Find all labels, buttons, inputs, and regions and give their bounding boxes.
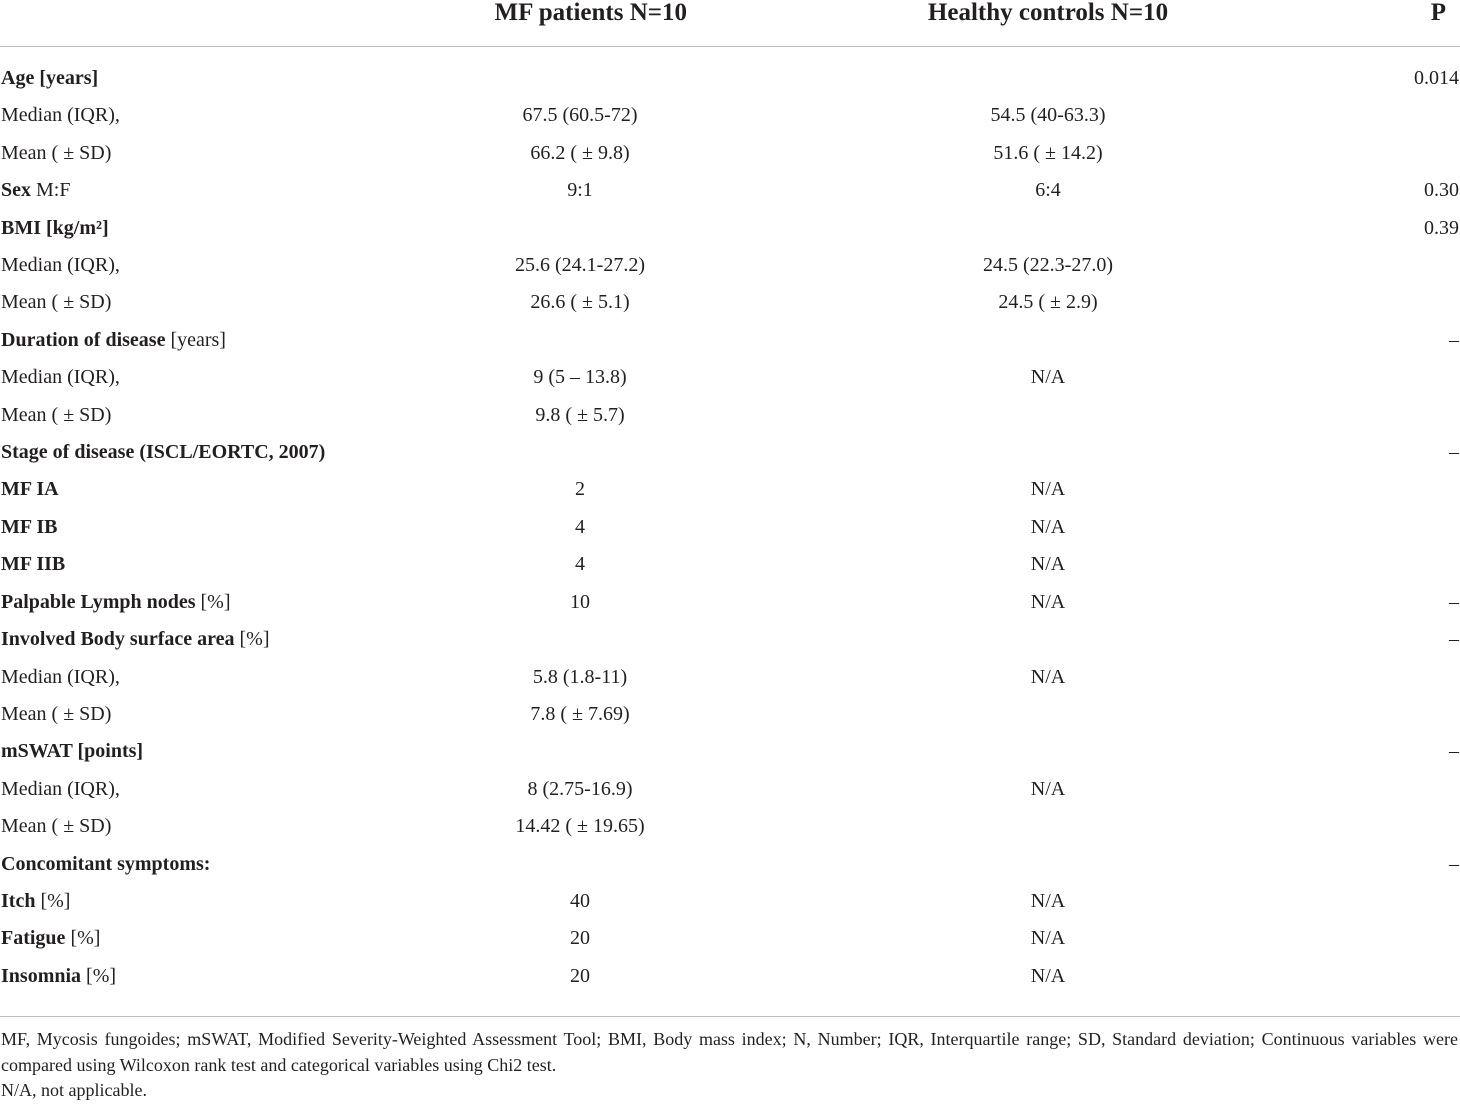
table-row xyxy=(0,97,1460,134)
row-label xyxy=(0,397,420,434)
cell-mf-patients xyxy=(420,322,736,359)
cell-mf-patients xyxy=(420,584,736,621)
footnote-abbreviations: MF, Mycosis fungoides; mSWAT, Modified Severity-Weighted Assessment Tool; BMI, Body mass index; N, Number; IQR, Interquartile range; SD, Standard deviation; Continuous variables were compared using Wilcoxon rank test and categorical variables using Chi2 test. xyxy=(1,1029,1458,1075)
cell-mf-value: 7.8 ( ± 7.69) xyxy=(530,702,630,725)
cell-mf-value: 66.2 ( ± 9.8) xyxy=(530,141,630,164)
cell-healthy-controls xyxy=(736,397,1360,434)
cell-mf-patients xyxy=(420,434,736,471)
row-label-bold: Duration of disease xyxy=(1,328,166,351)
table-row xyxy=(0,584,1460,621)
cell-mf-patients xyxy=(420,733,736,770)
row-label-bold: Age [years] xyxy=(1,67,99,89)
row-label xyxy=(0,172,420,209)
table-row xyxy=(0,359,1460,396)
cell-p-value xyxy=(1360,808,1460,845)
cell-healthy-controls: 24.5 ( ± 2.9) xyxy=(998,291,1098,314)
cell-healthy-controls: 51.6 ( ± 14.2) xyxy=(993,141,1103,164)
table-row xyxy=(0,247,1460,284)
row-label xyxy=(0,322,420,359)
row-label xyxy=(0,509,420,546)
row-label xyxy=(0,434,420,471)
row-label-bold: Palpable Lymph nodes xyxy=(1,590,196,613)
table-row xyxy=(0,546,1460,583)
cell-p-value: – xyxy=(1449,328,1459,351)
cell-p-value xyxy=(1360,546,1460,583)
row-label-text: [%] xyxy=(81,964,117,987)
cell-mf-value: 14.42 ( ± 19.65) xyxy=(515,815,645,838)
cell-mf-patients xyxy=(420,696,736,733)
row-label-text: Mean ( ± SD) xyxy=(1,291,112,314)
cell-p-value: – xyxy=(1449,628,1459,651)
row-label-text: [years] xyxy=(165,328,226,351)
cell-mf-patients xyxy=(420,621,736,658)
table-row xyxy=(0,771,1460,808)
cell-healthy-controls xyxy=(736,322,1360,359)
cell-mf-value: 25.6 (24.1-27.2) xyxy=(515,254,645,277)
row-label-text: Median (IQR), xyxy=(1,665,120,688)
row-label xyxy=(0,659,420,696)
cell-p-value: – xyxy=(1449,590,1459,613)
cell-mf-value: 2 xyxy=(575,478,585,501)
row-label-bold: BMI [kg/m²] xyxy=(1,216,109,239)
row-label-text: [%] xyxy=(65,927,101,950)
cell-mf-patients xyxy=(420,397,736,434)
cell-mf-patients xyxy=(420,958,736,1015)
cell-healthy-controls xyxy=(736,210,1360,247)
cell-healthy-controls: N/A xyxy=(1030,889,1066,912)
row-label-text: Mean ( ± SD) xyxy=(1,141,112,164)
cell-mf-patients xyxy=(420,920,736,957)
cell-p-value xyxy=(1360,97,1460,134)
cell-p-value xyxy=(1360,359,1460,396)
table-row xyxy=(0,509,1460,546)
cell-mf-patients xyxy=(420,284,736,321)
cell-p-value xyxy=(1360,883,1460,920)
cell-mf-value: 40 xyxy=(570,889,590,912)
row-label-bold: Stage of disease (ISCL/EORTC, 2007) xyxy=(1,441,326,464)
cell-mf-patients xyxy=(420,546,736,583)
row-label xyxy=(0,97,420,134)
footnote-na: N/A, not applicable. xyxy=(1,1080,147,1100)
row-label-text: [%] xyxy=(195,590,231,613)
row-label-bold: MF IA xyxy=(1,478,59,501)
row-label-bold: Fatigue xyxy=(1,927,66,950)
row-label xyxy=(0,771,420,808)
row-label-text: [%] xyxy=(234,628,270,651)
row-label-text: Mean ( ± SD) xyxy=(1,403,112,426)
cell-mf-patients xyxy=(420,659,736,696)
table-row xyxy=(0,696,1460,733)
cell-mf-patients xyxy=(420,135,736,172)
row-label-text: Median (IQR), xyxy=(1,777,120,800)
cell-mf-patients xyxy=(420,47,736,98)
cell-mf-value: 4 xyxy=(575,515,585,538)
table-footnote xyxy=(0,1016,1460,1104)
row-label xyxy=(0,135,420,172)
table-row xyxy=(0,621,1460,658)
row-label-bold: MF IIB xyxy=(1,553,66,576)
table-row xyxy=(0,808,1460,845)
row-label xyxy=(0,210,420,247)
cell-mf-value: 20 xyxy=(570,927,590,950)
cell-mf-patients xyxy=(420,771,736,808)
row-label xyxy=(0,359,420,396)
cell-healthy-controls: N/A xyxy=(1030,964,1066,987)
row-label-text: M:F xyxy=(31,179,71,202)
cell-p-value: – xyxy=(1449,852,1459,875)
row-label-text: Mean ( ± SD) xyxy=(1,702,112,725)
cell-mf-patients xyxy=(420,471,736,508)
cell-p-value: – xyxy=(1449,740,1459,763)
row-label xyxy=(0,958,420,1015)
cell-healthy-controls: 24.5 (22.3-27.0) xyxy=(983,254,1113,277)
cell-p-value: 0.39 xyxy=(1424,216,1459,239)
cell-healthy-controls: 6:4 xyxy=(1035,179,1061,202)
cell-healthy-controls xyxy=(736,621,1360,658)
table-row xyxy=(0,733,1460,770)
cell-p-value: 0.014 xyxy=(1414,67,1459,89)
cell-mf-patients xyxy=(420,247,736,284)
cell-mf-patients xyxy=(420,359,736,396)
cell-healthy-controls: N/A xyxy=(1030,927,1066,950)
row-label xyxy=(0,471,420,508)
cell-p-value xyxy=(1360,397,1460,434)
table-row xyxy=(0,135,1460,172)
cell-p-value xyxy=(1360,659,1460,696)
row-label-text: [%] xyxy=(35,889,71,912)
cell-mf-patients xyxy=(420,883,736,920)
cell-p-value xyxy=(1360,284,1460,321)
cell-mf-patients xyxy=(420,97,736,134)
table-row xyxy=(0,210,1460,247)
cell-mf-value: 9 (5 – 13.8) xyxy=(533,366,627,389)
row-label-bold: Itch xyxy=(1,889,36,912)
cell-mf-value: 26.6 ( ± 5.1) xyxy=(530,291,630,314)
row-label-text: Median (IQR), xyxy=(1,104,120,127)
cell-healthy-controls xyxy=(736,846,1360,883)
cell-p-value xyxy=(1360,509,1460,546)
cell-p-value xyxy=(1360,247,1460,284)
row-label xyxy=(0,883,420,920)
cell-p-value xyxy=(1360,920,1460,957)
table-row xyxy=(0,920,1460,957)
cell-healthy-controls xyxy=(736,733,1360,770)
row-label xyxy=(0,584,420,621)
table-header xyxy=(0,0,1460,47)
cell-healthy-controls: N/A xyxy=(1030,665,1066,688)
row-label xyxy=(0,733,420,770)
cell-healthy-controls: N/A xyxy=(1030,553,1066,576)
table-row xyxy=(0,883,1460,920)
table-row xyxy=(0,846,1460,883)
row-label xyxy=(0,920,420,957)
header-healthy-controls: Healthy controls N=10 xyxy=(736,0,1360,47)
cell-mf-value: 8 (2.75-16.9) xyxy=(527,777,633,800)
cell-healthy-controls xyxy=(736,434,1360,471)
row-label-bold: Involved Body surface area xyxy=(1,628,235,651)
header-p-value: P xyxy=(1360,0,1460,47)
cell-p-value xyxy=(1360,135,1460,172)
table-row xyxy=(0,172,1460,209)
cell-healthy-controls: N/A xyxy=(1030,777,1066,800)
cell-mf-patients xyxy=(420,808,736,845)
cell-p-value: – xyxy=(1449,441,1459,464)
cell-mf-value: 9.8 ( ± 5.7) xyxy=(535,403,625,426)
cell-p-value: 0.30 xyxy=(1424,179,1459,202)
cell-mf-patients xyxy=(420,210,736,247)
row-label xyxy=(0,247,420,284)
table-row xyxy=(0,434,1460,471)
cell-healthy-controls xyxy=(736,696,1360,733)
row-label-bold: Concomitant symptoms: xyxy=(1,852,211,875)
table-row xyxy=(0,47,1460,98)
cell-p-value xyxy=(1360,958,1460,1015)
row-label xyxy=(0,284,420,321)
cell-healthy-controls: N/A xyxy=(1030,478,1066,501)
row-label xyxy=(0,47,420,98)
row-label-bold: MF IB xyxy=(1,515,58,538)
table-row xyxy=(0,322,1460,359)
cell-healthy-controls: 54.5 (40-63.3) xyxy=(990,104,1106,127)
cell-mf-patients xyxy=(420,172,736,209)
cell-mf-patients xyxy=(420,509,736,546)
cell-mf-value: 5.8 (1.8-11) xyxy=(532,665,628,688)
row-label xyxy=(0,621,420,658)
header-row xyxy=(0,0,1460,47)
row-label-text: Median (IQR), xyxy=(1,254,120,277)
row-label-text: Median (IQR), xyxy=(1,366,120,389)
cell-mf-value: 4 xyxy=(575,553,585,576)
header-mf-patients: MF patients N=10 xyxy=(420,0,736,47)
cell-p-value xyxy=(1360,471,1460,508)
table-row xyxy=(0,958,1460,1015)
row-label xyxy=(0,808,420,845)
row-label-text: Mean ( ± SD) xyxy=(1,815,112,838)
cell-mf-value: 9:1 xyxy=(567,179,593,202)
cell-healthy-controls xyxy=(736,808,1360,845)
cell-mf-value: 10 xyxy=(570,590,590,613)
cell-mf-patients xyxy=(420,846,736,883)
cell-p-value xyxy=(1360,771,1460,808)
table-row xyxy=(0,397,1460,434)
table-row xyxy=(0,471,1460,508)
cell-mf-value: 20 xyxy=(570,964,590,987)
row-label-bold: Sex xyxy=(1,179,31,202)
table-body xyxy=(0,47,1460,1016)
cell-p-value xyxy=(1360,696,1460,733)
row-label xyxy=(0,846,420,883)
table-row xyxy=(0,659,1460,696)
cell-healthy-controls: N/A xyxy=(1030,515,1066,538)
table-row xyxy=(0,284,1460,321)
cell-mf-value: 67.5 (60.5-72) xyxy=(522,104,638,127)
row-label-bold: Insomnia xyxy=(1,964,82,987)
row-label xyxy=(0,546,420,583)
cell-healthy-controls xyxy=(736,47,1360,98)
row-label-bold: mSWAT [points] xyxy=(1,740,144,763)
cell-healthy-controls: N/A xyxy=(1030,366,1066,389)
header-label xyxy=(0,0,420,47)
cell-healthy-controls: N/A xyxy=(1030,590,1066,613)
row-label xyxy=(0,696,420,733)
